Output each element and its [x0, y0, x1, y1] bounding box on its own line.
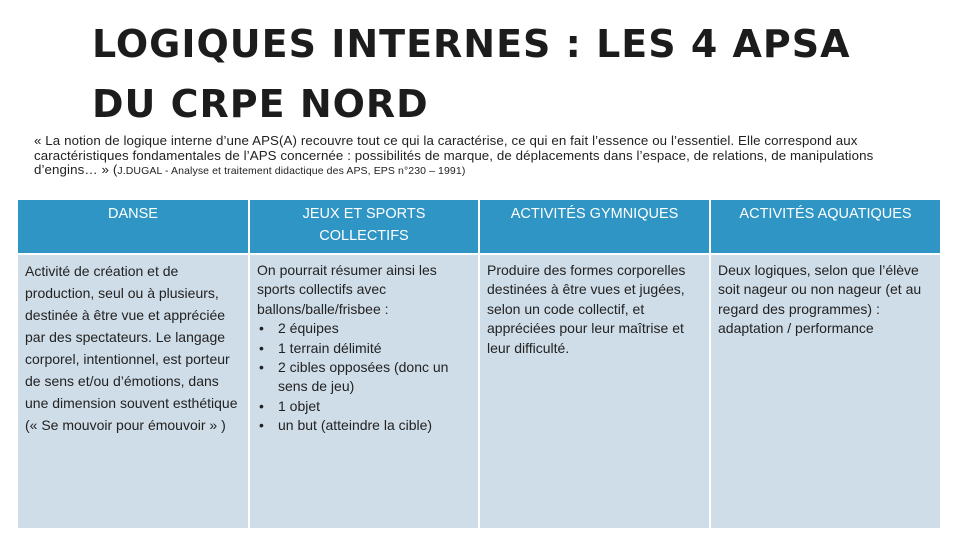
cell-jeux-sports-collectifs	[250, 255, 478, 528]
cell-activites-gymniques: Produire des formes corporelles destinées à être vues et jugées, selon un code collectif, et appréciées pour leur maîtrise et leur difficulté.	[480, 255, 709, 528]
list-item: • un but (atteindre la cible)	[257, 416, 471, 435]
content-row	[18, 255, 940, 528]
header-jeux-sports-collectifs: JEUX ET SPORTS COLLECTIFS	[250, 200, 478, 253]
page-title: LOGIQUES INTERNES : LES 4 APSA DU CRPE NORD	[92, 22, 851, 126]
header-danse: DANSE	[18, 200, 248, 253]
list-item: • 1 terrain délimité	[257, 339, 471, 358]
apsa-table	[16, 198, 942, 530]
header-row	[18, 200, 940, 253]
quote-text: « La notion de logique interne d’une APS(A) recouvre tout ce qui la caractérise, ce qui en fait l’essence ou l’essentiel. Elle correspond aux caractéristiques fondamentales de l’APS concernée : possibilités de marque, de déplacements dans l’espace, de relations, de manipulations d’engins… » (	[34, 133, 874, 177]
header-activites-gymniques: ACTIVITÉS GYMNIQUES	[480, 200, 709, 253]
definition-quote	[34, 134, 934, 179]
list-item: • 2 équipes	[257, 319, 471, 338]
jeux-bullet-list	[257, 319, 471, 435]
cell-activites-aquatiques: Deux logiques, selon que l’élève soit nageur ou non nageur (et au regard des programmes) : adaptation / performance	[711, 255, 940, 528]
list-item: • 2 cibles opposées (donc un sens de jeu)	[257, 358, 471, 397]
cell-danse: Activité de création et de production, seul ou à plusieurs, destinée à être vue et appréciée par des spectateurs. Le langage corporel, intentionnel, est porteur de sens et/ou d’émotions, dans une dimension souvent esthétique (« Se mouvoir pour émouvoir » )	[18, 255, 248, 528]
list-item: • 1 objet	[257, 397, 471, 416]
jeux-intro: On pourrait résumer ainsi les sports collectifs avec ballons/balle/frisbee :	[257, 262, 437, 317]
header-activites-aquatiques: ACTIVITÉS AQUATIQUES	[711, 200, 940, 253]
quote-citation: J.DUGAL - Analyse et traitement didactique des APS, EPS n°230 – 1991)	[117, 165, 466, 177]
